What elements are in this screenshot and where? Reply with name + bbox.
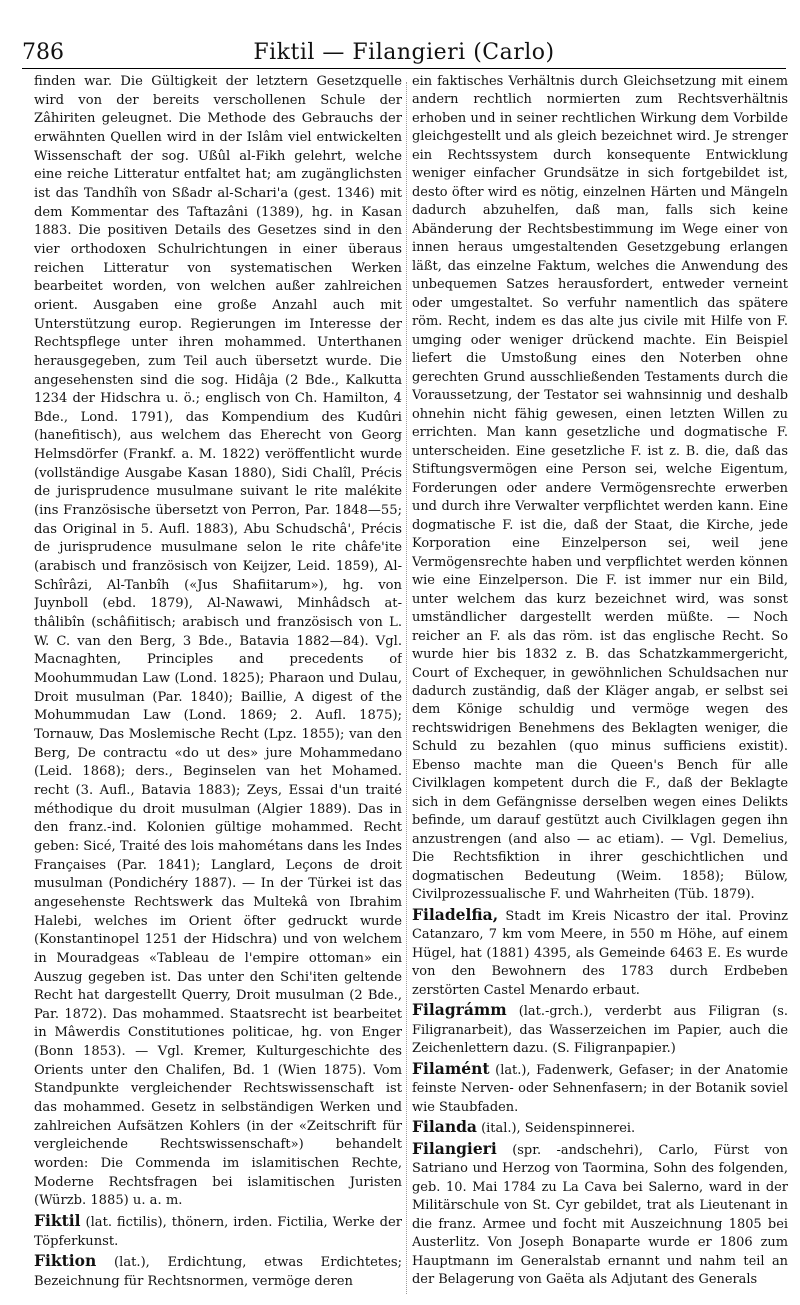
entry-filangieri [412,1140,788,1290]
left-column [34,73,402,1294]
lemma: Filanda [412,1117,477,1137]
article-continuation: ein faktisches Verhältnis durch Gleichsetzung mit einem andern rechtlich normierten zum Rechtsverhältnis erhoben und in seiner rechtlichen Wirkung dem Vorbilde gleichgestellt und als gleich bezeichnet wird. Je strenger ein Rechtssystem durch konsequente Entwicklung weniger einfacher Grundsätze in sich fortgebildet ist, desto öfter wird es nötig, einzelnen Härten und Mängeln dadurch abzuhelfen, daß man, falls sich keine Abänderung der Rechtsbestimmung im Wege einer von innen heraus umgestaltenden Gesetzgebung erlangen läßt, das einzelne Faktum, welches die Anwendung des unbequemen Satzes herausfordert, entweder verneint oder umgestaltet. So verfuhr namentlich das spätere röm. Recht, indem es das alte jus civile mit Hilfe von F. umging oder weniger drückend machte. Ein Beispiel liefert die Umstoßung eines den Noterben ohne gerechten Grund ausschließenden Testaments durch die Voraussetzung, der Testator sei wahnsinnig und deshalb ohnehin nicht fähig gewesen, einen letzten Willen zu errichten. Man kann gesetzliche und dogmatische F. unterscheiden. Eine gesetzliche F. ist z. B. die, daß das Stiftungsvermögen eine Person sei, welche Eigentum, Forderungen oder andere Vermögensrechte erwerben und durch ihre Verwalter verpflichtet werden kann. Eine dogmatische F. ist die, daß der Staat, die Kirche, jede Korporation eine Einzelperson sei, weil jene Vermögensrechte haben und verpflichtet werden können wie eine Einzelperson. Die F. ist immer nur ein Bild, unter welchem das kurz bezeichnet wird, was sonst umständlicher dargestellt werden müßte. — Noch reicher an F. als das röm. ist das englische Recht. So wurde hier bis 1832 z. B. das Schatzkammergericht, Court of Exchequer, in gewöhnlichen Schuldsachen nur dadurch zuständig, daß der Kläger angab, er selbst sei dem Könige schuldig und vermöge wegen des rechtswidrigen Benehmens des Beklagten weniger, die Schuld zu bezahlen (quo minus sufficiens existit). Ebenso machte man die Queen's Bench für alle Civilklagen kompetent durch die F., daß der Beklagte sich in dem Gefängnisse derselben wegen eines Delikts befinde, um darauf gestützt auch Civilklagen gegen ihn anzustrengen (and also — ac etiam). — Vgl. Demelius, Die Rechtsfiktion in ihrer geschichtlichen und dogmatischen Bedeutung (Weim. 1858); Bülow, Civilprozessualische F. und Wahrheiten (Tüb. 1879). [412,74,788,903]
entry-text: Stadt im Kreis Nicastro der ital. Provinz Catanzaro, 7 km vom Meere, in 550 m Höhe, auf einem Hügel, hat (1881) 4395, als Gemeinde 6463 E. Es wurde von den Bewohnern des 1783 durch Erdbeben zerstörten Castel Menardo erbaut. [412,908,788,998]
entry-text: (lat.-grch.), verderbt aus Filigran (s. Filigranarbeit), das Wasserzeichen im Papier, auch die Zeichenlettern dazu. (S. Filigranpapier.) [412,1004,788,1057]
entry-text: (spr. -andschehri), Carlo, Fürst von Satriano und Herzog von Taormina, Sohn des folgenden, geb. 10. Mai 1784 zu La Cava bei Salerno, ward in der Militärschule von St. Cyr gebildet, trat als Lieutenant in die franz. Armee und focht mit Auszeichnung 1805 bei Austerlitz. Von Joseph Bonaparte wurde er 1806 zum Hauptmann im Generalstab ernannt und nahm teil an der Belagerung von Gaëta als Adjutant des Generals [412,1142,788,1287]
entry-filagramm [412,1001,788,1058]
entry-text: (lat.), Erdichtung, etwas Erdichtetes; Bezeichnung für Rechtsnormen, vermöge deren [34,1255,402,1289]
page-number: 786 [22,40,64,65]
column-separator [406,82,407,1294]
entry-filanda [412,1118,788,1138]
entry-text: (lat. fictilis), thönern, irden. Fictilia, Werke der Töpferkunst. [34,1215,402,1249]
lemma: Filangieri [412,1138,497,1158]
lemma: Fiktion [34,1251,97,1271]
lemma: Fiktil [34,1211,81,1231]
page-header [22,40,786,68]
entry-filament [412,1060,788,1117]
entry-text: (ital.), Seidenspinnerei. [476,1121,636,1137]
lemma: Filagrámm [412,1000,507,1020]
lemma: Filadelfia, [412,904,499,924]
article-continuation: finden war. Die Gültigkeit der letztern Gesetzquelle wird von der bereits verschollenen Schule der Zâhiriten geleugnet. Die Methode des Gebrauchs der erwähnten Quellen wird in der Islâm viel entwickelten Wissenschaft der sog. Ußûl al-Fikh gelehrt, welche eine reiche Litteratur entfaltet hat; am zugänglichsten ist das Tandhîh von Sßadr al-Schari'a (gest. 1346) mit dem Kommentar des Taftazâni (1389), hg. in Kasan 1883. Die positiven Details des Gesetzes sind in den vier orthodoxen Schulrichtungen in einer überaus reichen Litteratur von systematischen Werken bearbeitet worden, von welchen außer zahlreichen orient. Ausgaben eine große Anzahl auch mit Unterstützung europ. Regierungen im Interesse der Rechtspflege unter ihren mohammed. Unterthanen herausgegeben, zum Teil auch übersetzt wurde. Die angesehensten sind die sog. Hidâja (2 Bde., Kalkutta 1234 der Hidschra u. ö.; englisch von Ch. Hamilton, 4 Bde., Lond. 1791), das Kompendium des Kudûri (hanefitisch), aus welchem das Eherecht von Georg Helmsdörfer (Frankf. a. M. 1822) veröffentlicht wurde (vollständige Ausgabe Kasan 1880), Sidi Chalîl, Précis de jurisprudence musulmane suivant le rite malékite (ins Französische übersetzt von Perron, Par. 1848—55; das Original in 5. Aufl. 1883), Abu Schudschâ', Précis de jurisprudence musulmane selon le rite châfe'ite (arabisch und französisch von Keijzer, Leid. 1859), Al-Schîrâzi, Al-Tanbîh («Jus Shafiitarum»), hg. von Juynboll (ebd. 1879), Al-Nawawi, Minhâdsch at-thâlibîn (schâfiitisch; arabisch und französisch von L. W. C. van den Berg, 3 Bde., Batavia 1882—84). Vgl. Macnaghten, Principles and precedents of Moohummudan Law (Lond. 1825); Pharaon und Dulau, Droit musulman (Par. 1840); Baillie, A digest of the Mohummudan Law (Lond. 1869; 2. Aufl. 1875); Tornauw, Das Moslemische Recht (Lpz. 1855); van den Berg, De contractu «do ut des» jure Mohammedano (Leid. 1868); ders., Beginselen van het Mohamed. recht (3. Aufl., Batavia 1883); Zeys, Essai d'un traité méthodique du droit musulman (Algier 1889). Das in den franz.-ind. Kolonien gültige mohammed. Recht geben: Sicé, Traité des lois mahométans dans les Indes Françaises (Par. 1841); Langlard, Leçons de droit musulman (Pondichéry 1887). — In der Türkei ist das angesehenste Rechtswerk das Multekâ von Ibrahim Halebi, welches im Orient öfter gedruckt wurde (Konstantinopel 1251 der Hidschra) und von welchem in Mouradgeas «Tableau de l'empire ottoman» ein Auszug gegeben ist. Das unter den Schi'iten geltende Recht hat dargestellt Querry, Droit musulman (2 Bde., Par. 1872). Das mohammed. Staatsrecht ist bearbeitet in Mâwerdis Constitutiones politicae, hg. von Enger (Bonn 1853). — Vgl. Kremer, Kulturgeschichte des Orients unter den Chalifen, Bd. 1 (Wien 1875). Vom Standpunkte vergleichender Rechtswissenschaft ist das mohammed. Gesetz in selbständigen Werken und zahlreichen Aufsätzen Kohlers (in der «Zeitschrift für vergleichende Rechtswissenschaft») behandelt worden: Die Commenda im islamitischen Rechte, Moderne Rechtsfragen bei islamitischen Juristen (Würzb. 1885) u. a. m. [34,74,402,1209]
right-column [412,73,788,1294]
header-rule [22,68,786,69]
lemma: Filamént [412,1058,490,1078]
entry-text: (lat.), Fadenwerk, Gefaser; in der Anatomie feinste Nerven- oder Sehnenfasern; in der Botanik soviel wie Staubfaden. [412,1062,788,1115]
entry-filadelfia [412,906,788,1000]
entry-fiktil [34,1212,402,1251]
running-title: Fiktil — Filangieri (Carlo) [253,40,555,65]
entry-fiktion [34,1252,402,1291]
